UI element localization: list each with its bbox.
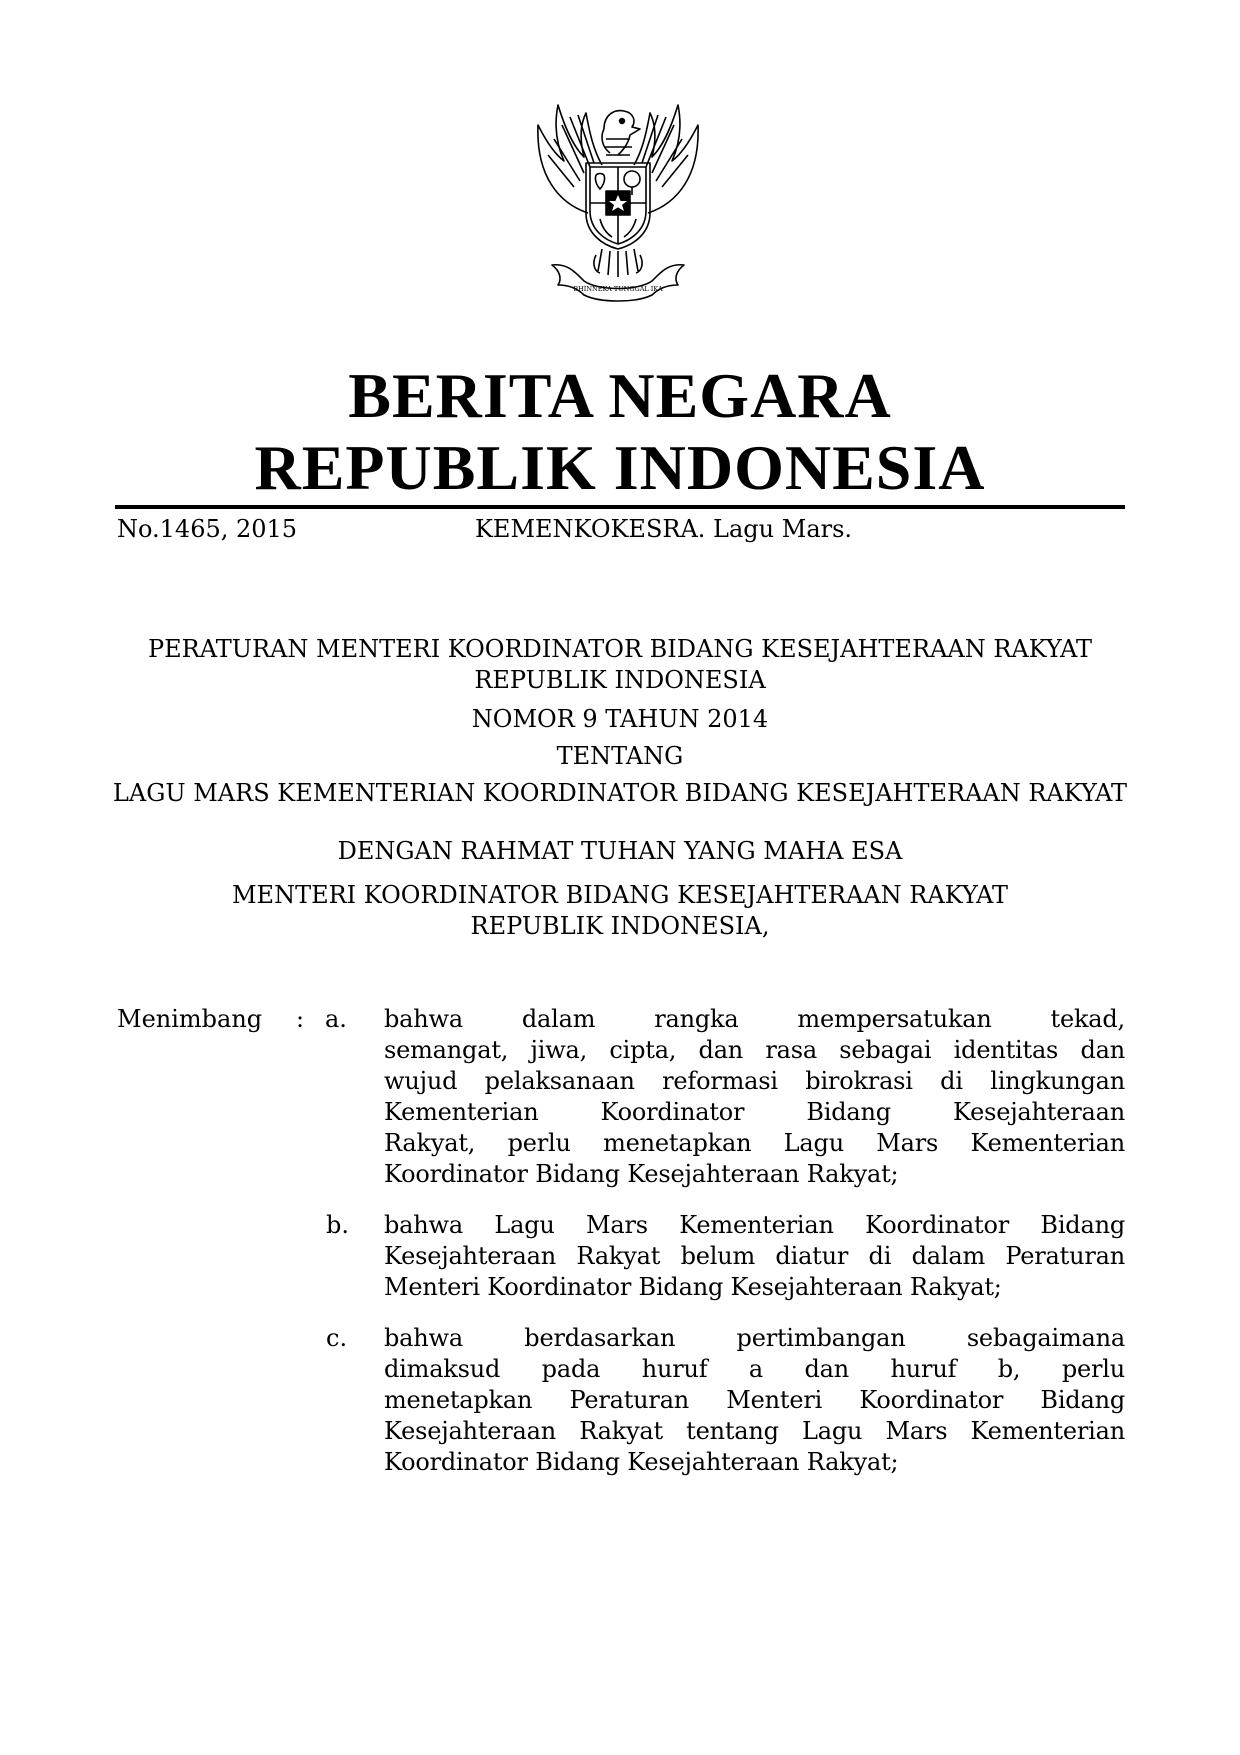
considering-item-line: Koordinator Bidang Kesejahteraan Rakyat; <box>384 1160 899 1188</box>
publication-topic: KEMENKOKESRA. Lagu Mars. <box>475 515 853 543</box>
considering-item-line: Kesejahteraan Rakyat belum diatur di dalam Peraturan <box>384 1242 1125 1270</box>
emblem-motto: BHINNEKA TUNGGAL IKA <box>573 285 663 293</box>
garuda-pancasila-emblem-icon <box>518 95 718 310</box>
preamble-minister: REPUBLIK INDONESIA, <box>470 912 770 940</box>
considering-label: Menimbang <box>117 1005 263 1033</box>
considering-item-line: bahwa berdasarkan pertimbangan sebagaimana <box>384 1324 1125 1352</box>
considering-item-line: Kesejahteraan Rakyat tentang Lagu Mars Kementerian <box>384 1417 1125 1445</box>
considering-item-line: semangat, jiwa, cipta, dan rasa sebagai identitas dan <box>384 1036 1125 1064</box>
masthead-title: BERITA NEGARA <box>348 360 892 431</box>
considering-item-line: Menteri Koordinator Bidang Kesejahteraan Rakyat; <box>384 1273 1002 1301</box>
masthead-rule <box>115 505 1125 509</box>
considering-item-letter: c. <box>326 1324 348 1352</box>
considering-item-line: Rakyat, perlu menetapkan Lagu Mars Kementerian <box>384 1129 1125 1157</box>
considering-item-line: bahwa Lagu Mars Kementerian Koordinator Bidang <box>384 1211 1125 1239</box>
regulation-subject: LAGU MARS KEMENTERIAN KOORDINATOR BIDANG KESEJAHTERAAN RAKYAT <box>112 779 1128 807</box>
considering-item-line: Koordinator Bidang Kesejahteraan Rakyat; <box>384 1448 899 1476</box>
preamble-minister: MENTERI KOORDINATOR BIDANG KESEJAHTERAAN RAKYAT <box>231 881 1008 909</box>
preamble-blessing: DENGAN RAHMAT TUHAN YANG MAHA ESA <box>337 837 903 865</box>
considering-item-line: wujud pelaksanaan reformasi birokrasi di lingkungan <box>384 1067 1125 1095</box>
publication-number: No.1465, 2015 <box>117 515 298 543</box>
regulation-title-line: REPUBLIK INDONESIA <box>474 666 766 694</box>
masthead-subtitle: REPUBLIK INDONESIA <box>254 432 986 503</box>
regulation-about: TENTANG <box>556 742 684 770</box>
regulation-number: NOMOR 9 TAHUN 2014 <box>471 705 769 733</box>
considering-item-line: Kementerian Koordinator Bidang Kesejahteraan <box>384 1098 1125 1126</box>
considering-colon: : <box>296 1005 305 1033</box>
considering-item-letter: a. <box>325 1005 347 1033</box>
considering-item-letter: b. <box>326 1211 349 1239</box>
regulation-title-line: PERATURAN MENTERI KOORDINATOR BIDANG KESEJAHTERAAN RAKYAT <box>147 635 1093 663</box>
considering-item-line: dimaksud pada huruf a dan huruf b, perlu <box>384 1355 1125 1383</box>
considering-item-line: bahwa dalam rangka mempersatukan tekad, <box>384 1005 1125 1033</box>
considering-item-line: menetapkan Peraturan Menteri Koordinator Bidang <box>384 1386 1125 1414</box>
